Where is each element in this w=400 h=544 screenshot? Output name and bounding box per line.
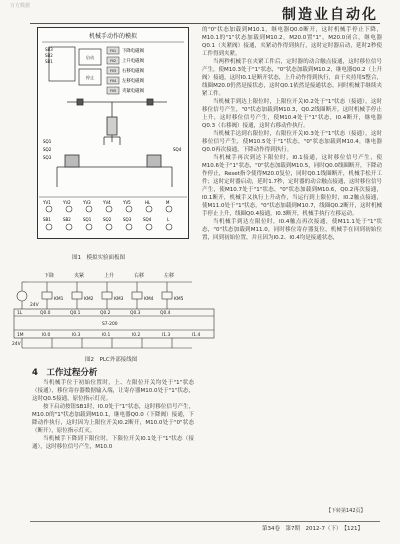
svg-text:Q0.4: Q0.4 — [160, 311, 171, 316]
svg-text:YV2: YV2 — [63, 200, 71, 205]
svg-text:左移: 左移 — [164, 273, 175, 279]
svg-text:SB1: SB1 — [43, 217, 51, 222]
svg-text:YV3: YV3 — [109, 69, 117, 73]
left-column-text — [32, 379, 194, 451]
svg-text:I0.2: I0.2 — [132, 333, 141, 338]
paragraph: 的"0"状态加载到M10.1，继电器Q0.0断开，这时机械手停止下降，M10.1的"1"状态加载到M10.2，M20.0置"1"，M20.0闭合，继电器Q0.1（夹紧阀）接通，夹紧动作得到执行，这时定时器启动，延时2秒使工件得到夹紧。 — [202, 27, 382, 57]
svg-text:Q0.2: Q0.2 — [100, 311, 111, 316]
svg-text:YV5: YV5 — [109, 89, 117, 93]
svg-text:上升电磁阀: 上升电磁阀 — [122, 59, 144, 64]
svg-text:SQ1: SQ1 — [83, 217, 92, 222]
journal-title: 制造业自动化 — [282, 7, 378, 23]
fig1-center-label: 停止 — [85, 75, 95, 80]
svg-text:24V: 24V — [12, 342, 21, 347]
fig1-limit-label: SQ1 — [43, 139, 52, 144]
svg-text:夹紧: 夹紧 — [74, 273, 85, 279]
svg-text:1M: 1M — [17, 333, 24, 338]
fig1-limit-label: SQ2 — [43, 147, 52, 152]
footer-rule — [30, 521, 380, 522]
svg-text:SQ4: SQ4 — [143, 217, 152, 222]
svg-text:L: L — [167, 217, 170, 222]
svg-text:I1.4: I1.4 — [192, 333, 201, 338]
paragraph: 按下启动按钮SB1时，I0.0处于"1"状态，这时移位信号产生，M10.0的"1"状态加载到M10.1，继电器Q0.0（下降阀）接通，下降动作执行，这时因为上限位开关I0.2断开，M10.0处于"0"状态（断开），原位指示灯灭。 — [32, 404, 194, 434]
svg-text:上升: 上升 — [104, 273, 115, 279]
svg-text:I1.3: I1.3 — [162, 333, 171, 338]
svg-text:左移电磁阀: 左移电磁阀 — [122, 79, 144, 84]
section-heading: 4 工作过程分析 — [32, 368, 98, 378]
paragraph: 当机械手再次到达下限位时，I0.1接通，这时移位信号产生，使M10.6处于"1"状态，"0"状态加载到M10.5，同时Q0.0线圈断开，下降动作停止，Reset指令使得M20.0复位，同时Q0.1线圈断开，机械手松开工件；这时定时器启动，延时1.7秒，定时器的动合触点接通，这时移位信号产生，使M10.7处于"1"状态，"0"状态加载到M10.6，Q0.2再次接通，I0.1断开，机械手又执行上升动作，当运行到上限位时，I0.2触点接通，使M11.0处于"1"状态，"0"状态加载到M10.7，线圈Q0.2断开，这时机械手停止上升，线圈Q0.4接通，I0.3断开，机械手执行左移运动。 — [202, 155, 382, 217]
svg-text:KM5: KM5 — [174, 297, 184, 302]
paragraph: 当机械手达到右限位时，右限位开关I0.3处于"1"状态（接通），这时移位信号产生，使M10.5处于"1"状态，"0"状态加载到M10.4，继电器Q0.0再次接通，下降动作得到执行。 — [202, 131, 382, 153]
figure1-panel-title: 机械手动作的模拟 — [88, 33, 138, 40]
svg-text:夹紧电磁阀: 夹紧电磁阀 — [122, 89, 144, 94]
figure1-panel-diagram — [37, 27, 189, 262]
paragraph: 当机械手到达左限位时，I0.4触点再次接通，使M11.1处于"1"状态，"0"状态加载到M11.0，同时移位寄存器复位，机械手在回到初始位置，回到初始位置，并且因为I0.2、I0.4均是接通状态， — [202, 219, 382, 241]
figure2-caption: 图2 PLC外部接线图 — [85, 357, 138, 363]
svg-text:I0.3: I0.3 — [72, 333, 81, 338]
paragraph: 当机械手位于初始位置时，上、左限位开关均处于"1"状态（接通），移位寄存器数据输入端，让寄存器M10.0处于"1"状态，这时Q0.5接通，原位指示灯亮。 — [32, 380, 194, 402]
svg-text:Q0.0: Q0.0 — [40, 311, 51, 316]
svg-text:SQ2: SQ2 — [103, 217, 112, 222]
svg-text:右移: 右移 — [134, 273, 145, 279]
svg-text:下降电磁阀: 下降电磁阀 — [122, 49, 144, 54]
svg-text:I0.0: I0.0 — [42, 333, 51, 338]
svg-text:YV1: YV1 — [43, 200, 51, 205]
svg-text:YV2: YV2 — [109, 59, 117, 63]
svg-text:YV4: YV4 — [103, 200, 111, 205]
svg-text:SQ3: SQ3 — [123, 217, 132, 222]
svg-text:YV4: YV4 — [109, 79, 117, 83]
fig1-limit-label: SQ3 — [43, 155, 52, 160]
paragraph: 当机械手下降到下限位时，下限位开关I0.1处于"1"状态（接通），这时移位信号产生，M10.0 — [32, 436, 194, 450]
header-rule — [30, 23, 380, 24]
fig1-left-label: SB1 — [45, 59, 53, 64]
fig1-left-label: SB3 — [45, 47, 53, 52]
svg-text:右移电磁阀: 右移电磁阀 — [122, 69, 144, 74]
svg-text:Q0.1: Q0.1 — [70, 311, 81, 316]
svg-text:KM4: KM4 — [144, 297, 154, 302]
svg-text:S7-200: S7-200 — [102, 322, 118, 327]
figure1-caption: 图1 模拟实验面板图 — [72, 255, 125, 261]
right-column-text — [202, 26, 382, 242]
svg-text:YV3: YV3 — [83, 200, 91, 205]
paragraph: 当机械手到达上限位时，上限位开关I0.2处于"1"状态（接通），这时移位信号产生，"0"状态加载到M10.3，Q0.2线圈断开，这时机械手停止上升，这时移位信号产生，使M10.4处于"1"状态，I0.4断开，继电器Q0.3（右移阀）接通，这时右移动作执行。 — [202, 99, 382, 129]
svg-text:KM3: KM3 — [114, 297, 124, 302]
svg-text:24V: 24V — [30, 303, 39, 308]
svg-text:1L: 1L — [17, 311, 23, 316]
svg-text:I0.1: I0.1 — [102, 333, 111, 338]
svg-text:SB2: SB2 — [63, 217, 71, 222]
continued-note: 【下转第142页】 — [326, 508, 366, 514]
fig1-center-label: 启动 — [85, 55, 95, 60]
fig1-left-label: SB2 — [45, 53, 53, 58]
svg-text:M: M — [166, 200, 170, 205]
svg-text:YV5: YV5 — [123, 200, 131, 205]
svg-text:YV1: YV1 — [109, 49, 117, 53]
svg-text:HL: HL — [145, 200, 151, 205]
svg-text:Q0.3: Q0.3 — [130, 311, 141, 316]
figure2-plc-wiring-diagram — [12, 272, 218, 354]
fig1-limit-label: SQ4 — [173, 147, 182, 152]
paragraph: 当两秒机械手在夹紧工件后，定时器的动合触点接通，这时移位信号产生，使M10.3处于"1"状态，"0"状态加载到M10.2，继电器Q0.2（上升阀）接通，这时I0.1是断开状态，上升动作得到执行，由于夹持用S整合，线圈M20.0仍然是接状态，这时Q0.1依然是接通状态，同时机械手继续夹紧工件。 — [202, 59, 382, 97]
svg-text:KM1: KM1 — [54, 297, 64, 302]
svg-text:下降: 下降 — [44, 273, 55, 279]
page-footer: 第34卷 第7期 2012-7（下） 【121】 — [262, 526, 363, 532]
site-watermark: 万方数据 — [10, 3, 31, 9]
svg-text:KM2: KM2 — [84, 297, 94, 302]
